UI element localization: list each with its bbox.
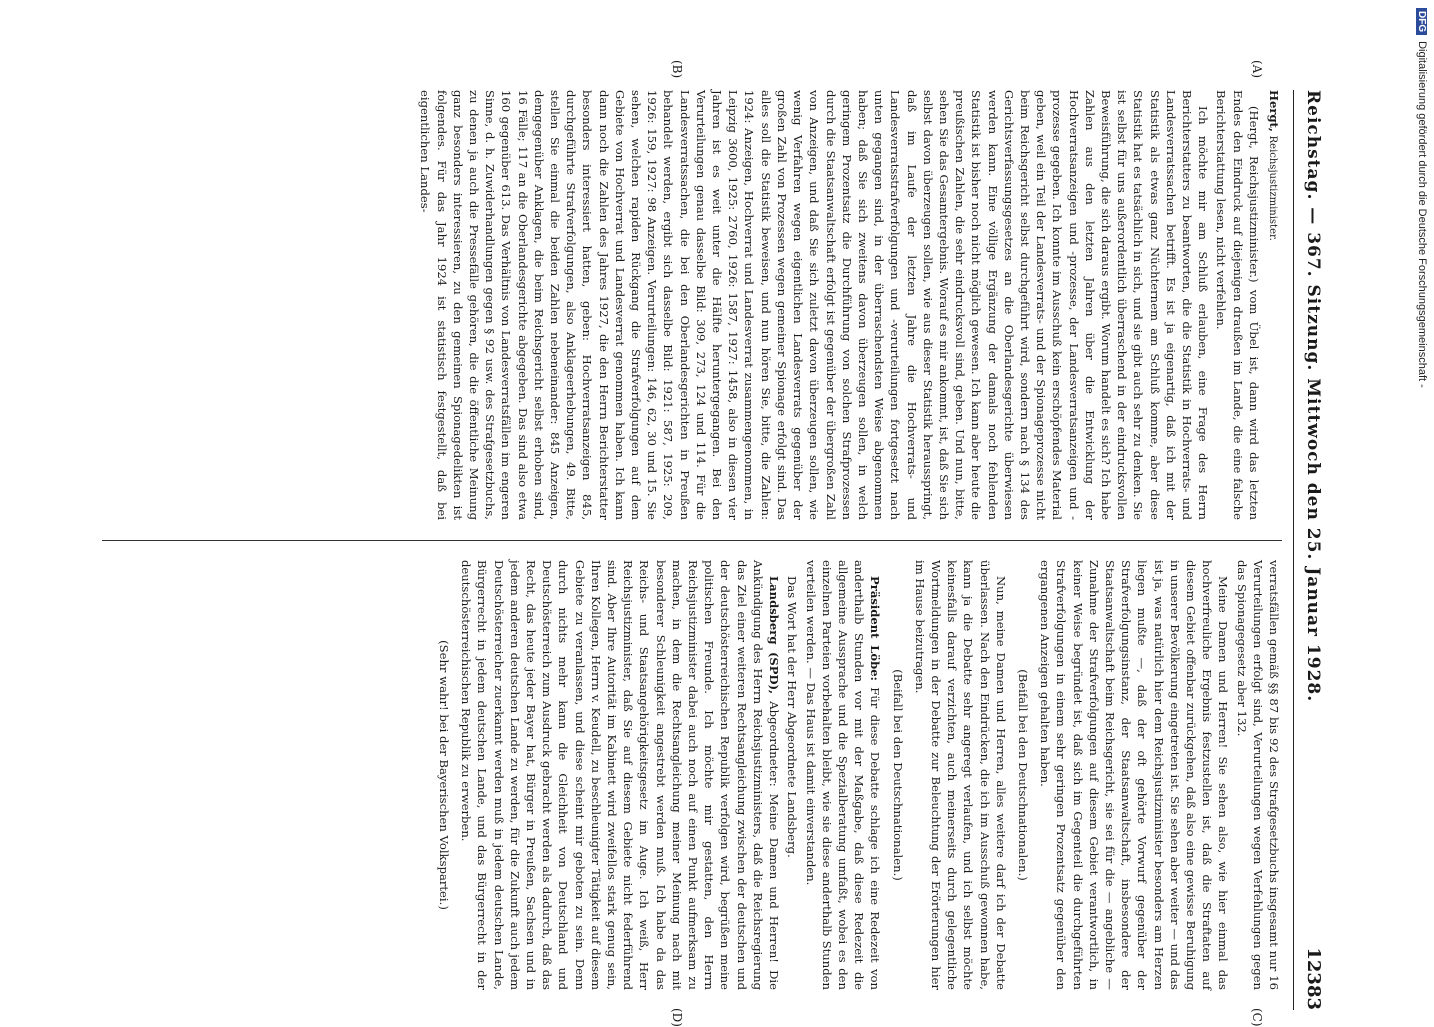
applause-note-3: (Sehr wahr! bei der Bayerischen Volkspartei.) [437,640,452,910]
page-content [104,0,1324,1027]
president-name: Präsident Löbe: [868,576,883,681]
speaker-role: Reichsjustizminister. [1267,135,1278,241]
paragraph-debate: Nun, meine Damen und Herren, alles weitere darf ich der Debatte überlassen. Nach den Eindrücken, die ich im Ausschuß gewonnen habe, kann ja die Debatte sehr angeregt verlaufen, und ich selbst möchte keinesfalls darauf verzichten, auch meinerseits durch gelegentliche Wortmeldungen in der Debatte zur Beleuchtung der Erörterungen hier im Hause beizutragen. [912,560,1008,990]
margin-marker-c: (C) [1250,1008,1264,1027]
digitization-stamp [1410,8,1432,928]
paragraph-statistics: Ich möchte mir am Schluß erlauben, eine Frage des Herrn Berichterstatters zu beantworten, die die Statistik in Hochverrats- und Landesverratssachen betrifft. Es ist ja eigenartig, daß ich mit der Statistik als etwas ganz Nüchternem am Schluß komme, aber diese Statistik hat es tatsächlich in sich, und sie gibt auch sehr zu denken. Sie ist selbst für uns außerordentlich überraschend in der eindrucksvollen Beweisführung, die sich daraus ergibt. Worum handelt es sich? Ich habe Zahlen aus den letzten Jahren über die Entwicklung der Hochverratsanzeigen und -prozesse, der Landesverratsanzeigen und -prozesse gegeben. Ich konnte im Ausschuß kein erschöpfendes Material geben, weil ein Teil der Landesverrats- und der Spionageprozesse nicht beim Reichsgericht selbst durchgeführt wird, sondern nach § 134 des Gerichtsverfassungsgesetzes an die Oberlandesgerichte überwiesen werden kann. Eine völlige Ergänzung der damals noch fehlenden Statistik ist bisher noch nicht möglich gewesen. Ich kann aber heute die preußischen Zahlen, die sehr eindrucksvoll sind, geben. Und nun, bitte, sehen Sie das Gesamtergebnis. Worauf es mir ankommt, ist, daß Sie sich selbst davon überzeugen sollen, wie aus dieser Statistik herausspringt, daß im Laufe der letzten Jahre die Hochverrats- und Landesverratsstrafverfolgungen und -verurteilungen fortgesetzt nach unten gegangen sind, in der überraschendsten Weise abgenommen haben; daß Sie sich zweitens davon überzeugen sollen, in welch geringem Prozentsatz die Durchführung von solchen Strafprozessen durch die Staatsanwaltschaft erfolgt ist gegenüber der übergroßen Zahl von Anzeigen, und daß Sie sich zuletzt davon überzeugen sollen, wie wenig Verfahren wegen eigentlichen Landesverrats gegenüber der großen Zahl von Prozessen wegen gemeiner Spionage erfolgt sind. Das alles soll die Statistik beweisen, und nun hören Sie, bitte, die Zahlen: 1924: Anzeigen, Hochverrat und Landesverrat zusammengenommen, in Leipzig 3600, 1925: 2760, 1926: 1587, 1927: 1458, also in diesen vier Jahren ist es weit unter die Hälfte heruntergegangen. Bei den Verurteilungen genau dasselbe Bild: 309, 273, 124 und 114. Für die Landesverratssachen, die bei den Oberlandesgerichten in Preußen behandelt werden, ergibt sich dasselbe Bild: 1921: 587, 1925: 209, 1926: 159, 1927: 98 Anzeigen. Verurteilungen: 146, 62, 30 und 15. Sie sehen, welchen rapiden Rückgang die Strafverfolgungen auf dem Gebiete von Hochverrat und Landesverrat genommen haben. Ich kann dann noch die Zahlen des Jahres 1927, die den Herrn Berichterstatter besonders interessiert hatten, geben: Hochverratsanzeigen 845, durchgeführte Strafverfolgungen, also Anklageerhebungen, 49. Bitte, stellen Sie einmal die beiden Zahlen nebeneinander: 845 Anzeigen, demgegenüber Anklagen, die beim Reichsgericht selbst erhoben sind, 16 Fälle; 117 an die Oberlandesgerichte abgegeben. Das sind also etwa 160 gegenüber 613. Das Verhältnis von Landesverratsfällen im engeren Sinne, d. h. Zuwiderhandlungen gegen § 92 usw. des Strafgesetzbuchs, zu denen ja auch die Pressefälle gehören, die die öffentliche Meinung ganz besonders interessieren, zu den gemeinen Spionagedelikten ist folgendes. Für das Jahr 1924 ist statistisch festgestellt, daß bei eigentlichen Landes- [418,90,1211,520]
president-text: Für diese Debatte schlage ich eine Redezeit von anderthalb Stunden vor mit der Maßgabe, daß diese Redezeit die allgemeine Aussprache und die Spezialberatung umfaßt, wobei es den einzelnen Parteien vorbehalten bleibt, wie sie diese anderthalb Stunden verteilen werden. — Das Haus ist damit einverstanden. [803,560,883,991]
paragraph-president [802,560,883,990]
margin-marker-a: (A) [1250,60,1264,79]
margin-marker-d: (D) [670,1008,684,1027]
applause-note: (Beifall bei den Deutschnationalen.) [1015,669,1030,881]
paragraph-landsberg [458,560,782,990]
paragraph-floor: Das Wort hat der Herr Abgeordnete Landsberg. [785,576,800,858]
stamp-text-row [1416,8,1428,928]
dfg-logo: DFG [1416,8,1427,35]
speaker-name: Hergt, [1267,90,1281,132]
landsberg-text: Abgeordneter: Meine Damen und Herren! Die Ankündigung des Herrn Reichsjustizministers, daß die Reichsregierung das Ziel einer weiteren Rechtsangleichung zwischen der deutschen und der deutschösterreichischen Republik verfolgen wird, begrüßen meine politischen Freunde. Ich möchte mir gestatten, den Herrn Reichsjustizminister dabei auch noch auf einen Punkt aufmerksam zu machen, in dem die Rechtsangleichung meiner Meinung nach mit besonderer Schleunigkeit angestrebt werden muß. Ich habe da das Reichs- und Staatsangehörigkeitsgesetz im Auge. Ich weiß, Herr Reichsjustizminister, daß Sie auf diesem Gebiete nicht federführend sind. Aber Ihre Autorität im Kabinett wird zweifellos stark genug sein, Ihren Kollegen, Herrn v. Keudell, zu beschleunigter Tätigkeit auf diesem Gebiete zu veranlassen, und diese scheint mir geboten zu sein. Denn durch nichts mehr kann die Gleichheit von Deutschland und Deutschösterreich zum Ausdruck gebracht werden als dadurch, daß das Recht, das heute jeder Bayer hat, Bürger in Preußen, Sachsen und in jedem anderen deutschen Lande zu werden, für die Zukunft auch jedem Deutschösterreicher zuerkannt werden muß in jedem deutschen Lande, Bürgerrecht in jedem deutschen Lande, und das Bürgerrecht in der deutschösterreichischen Republik zu erwerben. [459,560,782,990]
speaker-continuation [1264,90,1282,520]
paragraph-intro: (Hergt, Reichsjustizminister.) vom Übel ist, dann wird das letzten Endes den Eindruck auf diejenigen draußen im Lande, die eine falsche Berichterstattung lesen, nicht verfehlen. [1214,90,1261,520]
landsberg-name: Landsberg (SPD), [767,576,782,695]
paragraph-conclusion: Meine Damen und Herren! Sie sehen also, wie hier einmal das hochverfreuliche Ergebnis festzustellen ist, daß die Straftaten auf diesem Gebiet offenbar zurückgehen, daß also eine gewisse Beruhigung in unserer Bevölkerung eingetreten ist. Sie sehen aber weiter — und das ist ja, was natürlich hier dem Reichsjustizminister besonders am Herzen liegen mußte —, daß der oft gehörte Vorwurf gegenüber der Strafverfolgungsinstanz, der Staatsanwaltschaft, insbesondere der Staatsanwaltschaft beim Reichsgericht, sie sei für die — angebliche — Zunahme der Strafverfolgungen auf diesem Gebiet verantwortlich, in keiner Weise begründet ist, daß sich im Gegenteil die durchgeführten Strafverfolgungen in einem sehr geringen Prozentsatz gegenüber den ergangenen Anzeigen gehalten haben. [1038,560,1231,990]
margin-marker-b: (B) [670,60,684,79]
column-rule [102,540,1282,541]
paragraph-continuation: verratsfällen gemäß §§ 87 bis 92 des Strafgesetzbuchs insgesamt nur 16 Verurteilungen erfolgt sind, Verurteilungen wegen Verfehlungen gegen das Spionagegesetz aber 132. [1234,560,1281,990]
right-column [430,560,1282,990]
header-title: Reichstag. — 367. Sitzung. Mittwoch den 25. Januar 1928. [1303,90,1323,703]
page-header [1293,90,1324,1010]
stamp-text: Digitalisierung gefördert durch die Deutsche Forschungsgemeinschaft - [1416,41,1428,388]
left-column [415,90,1282,520]
applause-note-2: (Beifall bei den Deutschnationalen.) [890,669,905,881]
page-number: 12383 [1303,947,1324,1010]
